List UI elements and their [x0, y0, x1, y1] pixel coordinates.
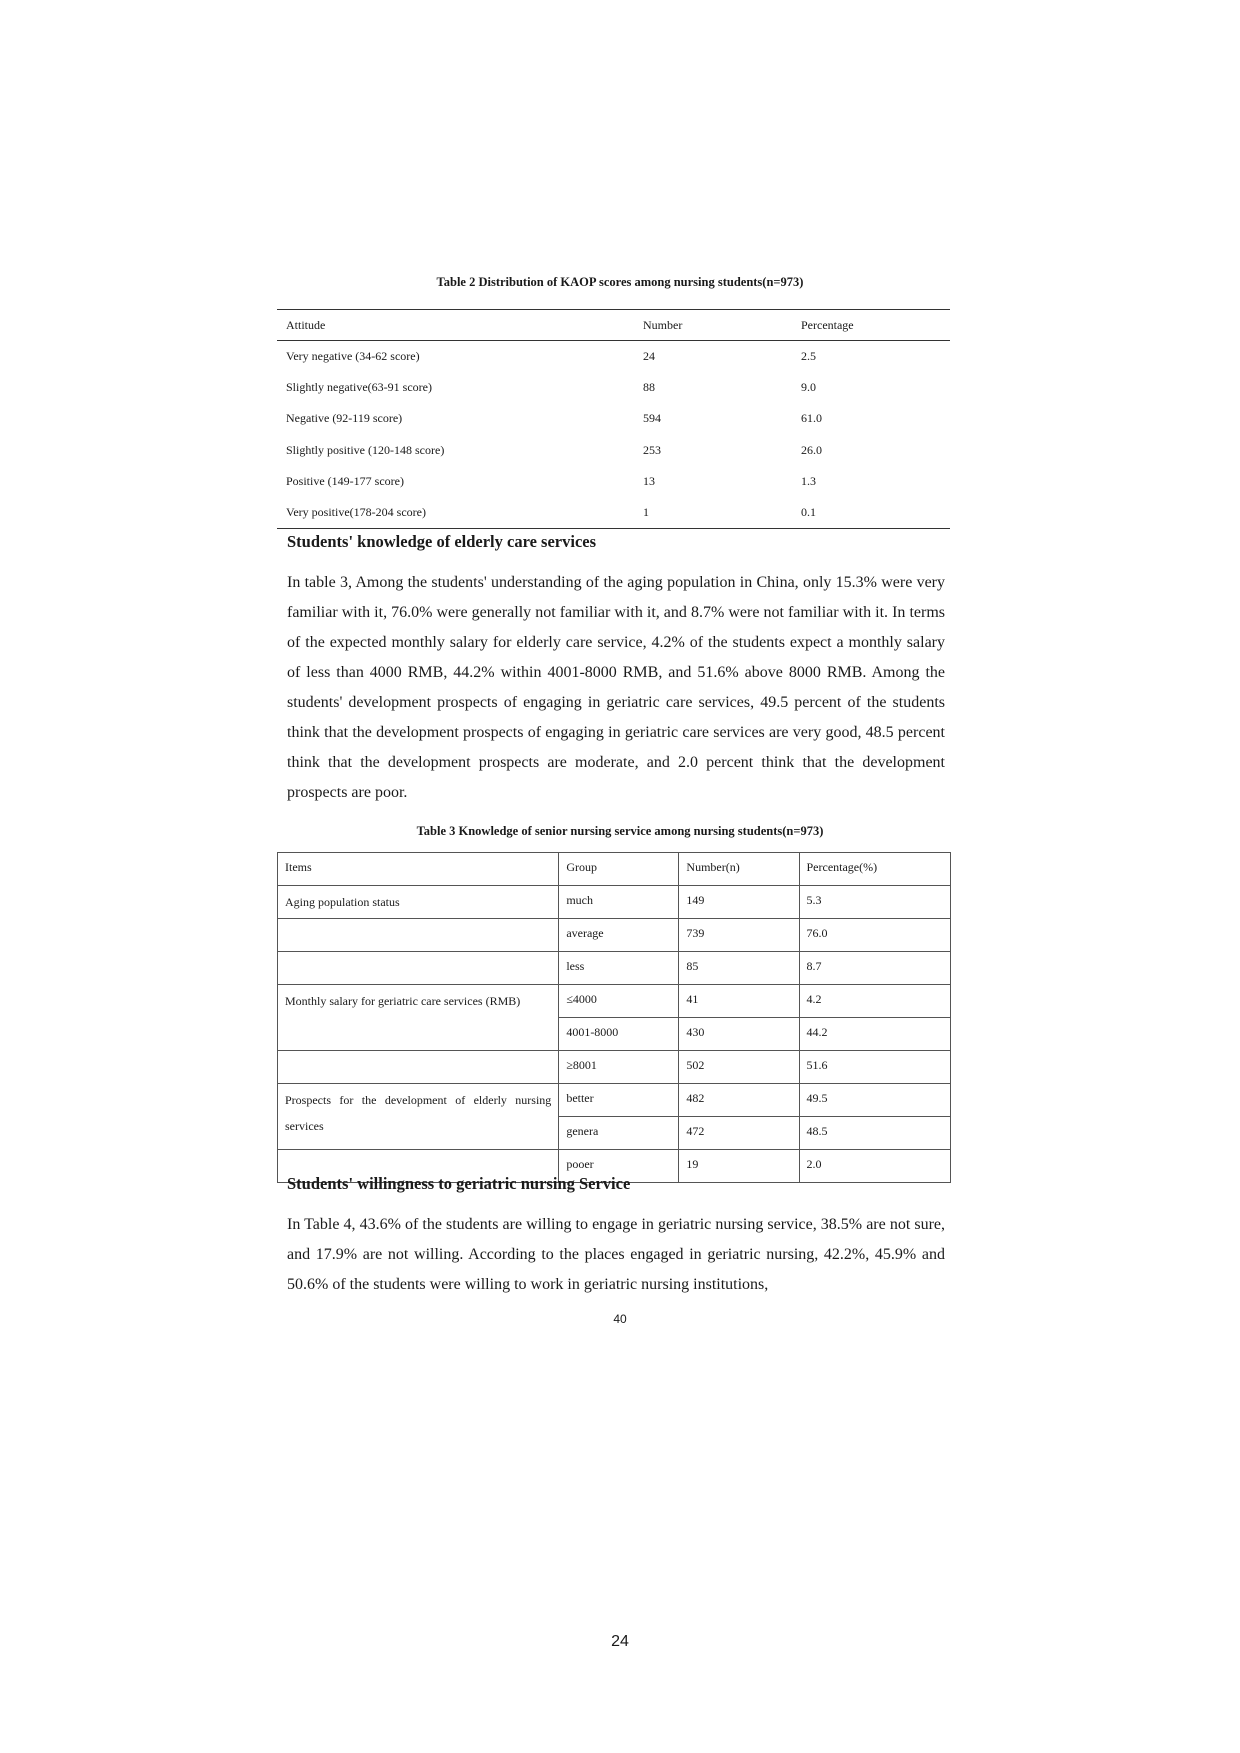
table3-cell: ≥8001 [559, 1051, 679, 1084]
table3-cell: 739 [679, 919, 799, 952]
page-number: 24 [611, 1633, 629, 1650]
table3-cell: 2.0 [799, 1150, 951, 1183]
table2-header-row [277, 310, 950, 341]
table3-cell: 502 [679, 1051, 799, 1084]
table2-cell: 13 [643, 473, 655, 488]
table2-cell: 24 [643, 349, 655, 364]
table2-cell: 1 [634, 497, 792, 529]
table2-cell: Slightly negative(63-91 score) [286, 380, 432, 395]
table3-item-label: Monthly salary for geriatric care services (RMB) [278, 985, 559, 1051]
table3-cell: 430 [679, 1018, 799, 1051]
table3-cell: 85 [679, 952, 799, 985]
table-row [278, 919, 951, 952]
table3-cell: 5.3 [799, 886, 951, 919]
table-row [278, 1051, 951, 1084]
table2-header-number: Number [634, 310, 792, 341]
table2-cell: 9.0 [801, 380, 816, 395]
table2-header-percentage: Percentage [792, 310, 950, 341]
section-paragraph-knowledge: In table 3, Among the students' understanding of the aging population in China, only 15.3% were very familiar with it, 76.0% were generally not familiar with it, and 8.7% were not familiar with it. In terms of the expected monthly salary for elderly care service, 4.2% of the students expect a monthly salary of less than 4000 RMB, 44.2% within 4001-8000 RMB, and 51.6% above 8000 RMB. Among the students' development prospects of engaging in geriatric care services, 49.5 percent of the students think that the development prospects of engaging in geriatric care services are very good, 48.5 percent think that the development prospects are moderate, and 2.0 percent think that the development prospects are poor. [287, 574, 945, 801]
table2-cell: Very negative (34-62 score) [286, 349, 420, 364]
table3-cell: average [559, 919, 679, 952]
table-row [278, 886, 951, 919]
table3 [277, 852, 951, 1183]
table3-cell: much [559, 886, 679, 919]
table-row [277, 341, 950, 373]
table2-cell: Positive (149-177 score) [286, 473, 404, 488]
inner-page-number: 40 [613, 1312, 627, 1326]
table3-header-percentage: Percentage(%) [799, 853, 951, 886]
table3-item-label: Aging population status [278, 886, 559, 919]
table3-empty-cell [278, 1051, 559, 1084]
table3-cell: less [559, 952, 679, 985]
table3-empty-cell [278, 952, 559, 985]
table2-header-attitude: Attitude [277, 310, 634, 341]
section-paragraph-willingness: In Table 4, 43.6% of the students are willing to engage in geriatric nursing service, 38.5% are not sure, and 17.9% are not willing. According to the places engaged in geriatric nursing, 42.2%, 45.9% and 50.6% of the students were willing to work in geriatric nursing institutions, [287, 1216, 945, 1293]
table3-cell: 44.2 [799, 1018, 951, 1051]
table3-caption: Table 3 Knowledge of senior nursing service among nursing students(n=973) [416, 824, 824, 838]
table3-cell: 41 [679, 985, 799, 1018]
table2-caption: Table 2 Distribution of KAOP scores among nursing students(n=973) [436, 275, 804, 289]
table2-cell: 1.3 [801, 473, 816, 488]
table3-cell: 48.5 [799, 1117, 951, 1150]
table3-cell: genera [559, 1117, 679, 1150]
table2-cell: Very positive(178-204 score) [277, 497, 634, 529]
table3-cell: 4.2 [799, 985, 951, 1018]
table3-cell: better [559, 1084, 679, 1117]
table2 [277, 309, 950, 529]
table3-header-items: Items [278, 853, 559, 886]
table2-cell: Negative (92-119 score) [286, 411, 403, 426]
table3-cell: 4001-8000 [559, 1018, 679, 1051]
table3-cell: 51.6 [799, 1051, 951, 1084]
section-heading-willingness: Students' willingness to geriatric nursing Service [287, 1174, 631, 1193]
table-row [277, 497, 950, 529]
table3-cell: 49.5 [799, 1084, 951, 1117]
table-row [277, 372, 950, 403]
table3-cell: 8.7 [799, 952, 951, 985]
table3-cell: pooer [559, 1150, 679, 1183]
table-row [277, 466, 950, 497]
table3-header-group: Group [559, 853, 679, 886]
table2-cell: 2.5 [801, 349, 816, 364]
table3-header-row [278, 853, 951, 886]
table3-header-number: Number(n) [679, 853, 799, 886]
table2-cell: 88 [643, 380, 655, 395]
table-row [278, 952, 951, 985]
table2-cell: 61.0 [801, 411, 822, 426]
table3-empty-cell [278, 919, 559, 952]
table-row [278, 985, 951, 1018]
table2-cell: 594 [643, 411, 661, 426]
table3-cell: ≤4000 [559, 985, 679, 1018]
table3-item-label: Prospects for the development of elderly nursing services [278, 1084, 559, 1150]
table3-cell: 19 [679, 1150, 799, 1183]
table3-cell: 76.0 [799, 919, 951, 952]
section-heading-knowledge: Students' knowledge of elderly care services [287, 532, 597, 551]
table-row [277, 435, 950, 466]
table3-cell: 482 [679, 1084, 799, 1117]
table3-cell: 149 [679, 886, 799, 919]
table2-cell: 253 [643, 442, 661, 457]
table-row [277, 403, 950, 434]
table2-cell: Slightly positive (120-148 score) [286, 442, 445, 457]
table-row [278, 1084, 951, 1117]
table2-cell: 26.0 [801, 442, 822, 457]
table3-cell: 472 [679, 1117, 799, 1150]
table2-cell: 0.1 [792, 497, 950, 529]
